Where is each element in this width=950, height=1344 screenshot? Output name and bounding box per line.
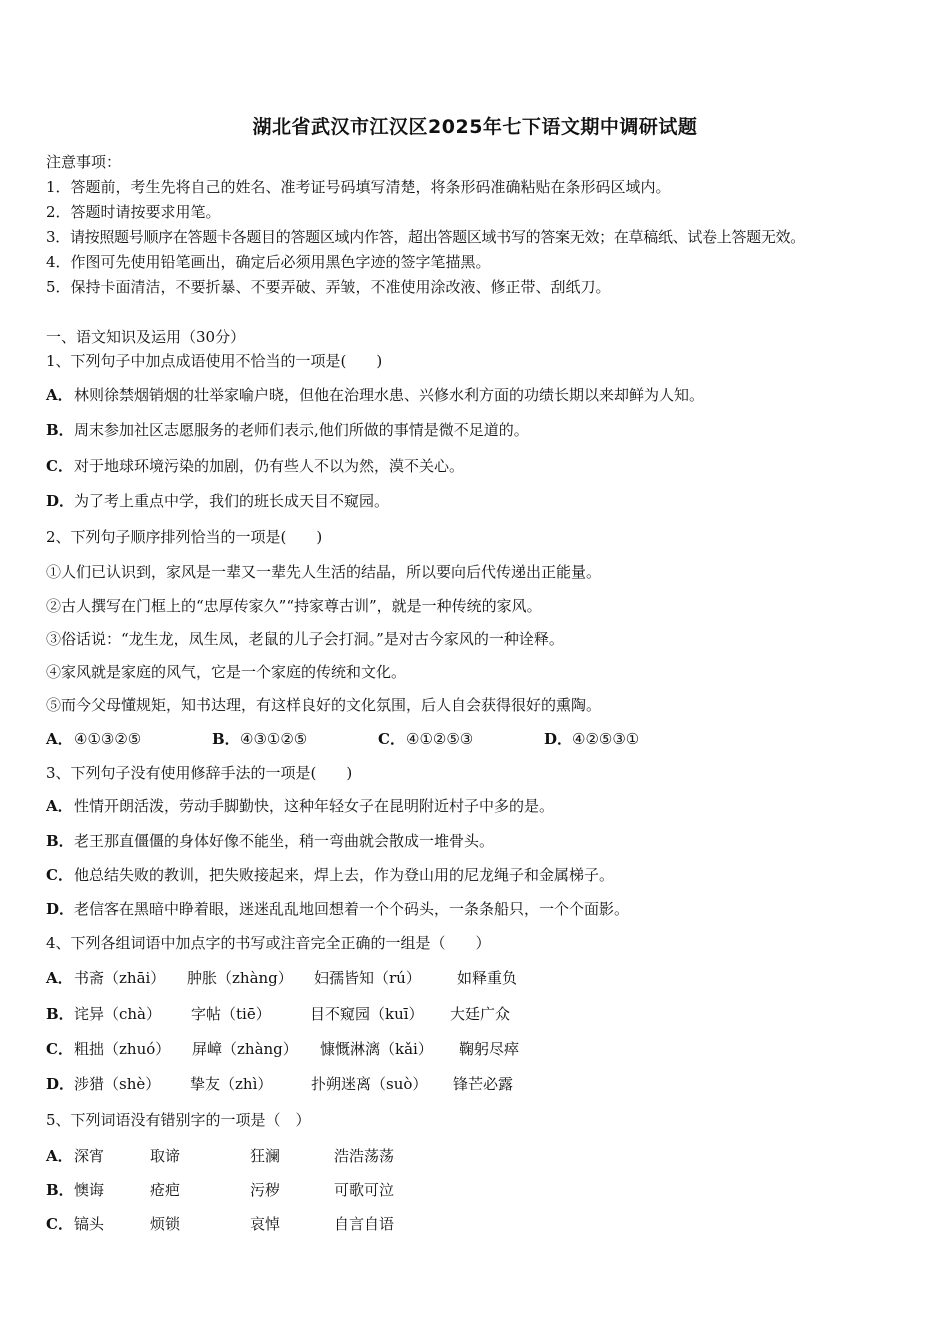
word: 哀悼 xyxy=(250,1215,281,1233)
option-label: B． xyxy=(46,1005,74,1023)
option xyxy=(46,796,554,816)
option-text: ④①②⑤③ xyxy=(406,730,474,748)
option-text: 林则徐禁烟销烟的壮举家喻户晓，但他在治理水患、兴修水利方面的功绩长期以来却鲜为人知。 xyxy=(74,386,705,404)
word: 深宵 xyxy=(74,1147,105,1165)
question-stem: 2、下列句子顺序排列恰当的一项是( ) xyxy=(46,528,323,546)
word: 大廷广众 xyxy=(450,1005,511,1023)
word: 取谛 xyxy=(150,1147,181,1165)
option-label: A． xyxy=(46,969,73,987)
word: 狂澜 xyxy=(250,1147,281,1165)
section-heading: 一、语文知识及运用（30分） xyxy=(46,328,246,346)
option xyxy=(212,729,378,749)
word: 扑朔迷离（suò） xyxy=(311,1075,428,1093)
option-label: B． xyxy=(46,832,74,850)
option-row xyxy=(46,1214,394,1234)
option-row xyxy=(46,1146,394,1166)
option-label: A． xyxy=(46,1147,73,1165)
option-text: ④①③②⑤ xyxy=(74,730,142,748)
option-text: 老信客在黑暗中睁着眼，迷迷乱乱地回想着一个个码头，一条条船只，一个个面影。 xyxy=(74,900,630,918)
question-stem: 4、下列各组词语中加点字的书写或注音完全正确的一组是（ ） xyxy=(46,934,491,952)
option-label: A． xyxy=(46,386,73,404)
word: 烦锁 xyxy=(150,1215,181,1233)
word: 浩浩荡荡 xyxy=(334,1147,395,1165)
word: 可歌可泣 xyxy=(334,1181,395,1199)
option-label: D． xyxy=(46,1075,75,1093)
notice-item: 3．请按照题号顺序在答题卡各题目的答题区域内作答，超出答题区域书写的答案无效；在草稿纸、试卷上答题无效。 xyxy=(46,228,805,246)
notice-item: 5．保持卡面清洁，不要折暴、不要弄破、弄皱，不准使用涂改液、修正带、刮纸刀。 xyxy=(46,278,611,296)
option-label: A． xyxy=(46,730,73,748)
notice-item: 1．答题前，考生先将自己的姓名、准考证号码填写清楚，将条形码准确粘贴在条形码区域内。 xyxy=(46,178,671,196)
page-title: 湖北省武汉市江汉区2025年七下语文期中调研试题 xyxy=(252,116,698,138)
option-label: D． xyxy=(46,900,75,918)
option xyxy=(46,385,704,405)
word: 镐头 xyxy=(74,1215,105,1233)
option-row xyxy=(46,1180,394,1200)
option-label: B． xyxy=(212,730,240,748)
question-stem: 5、下列词语没有错别字的一项是（ ） xyxy=(46,1111,311,1129)
sentence: ②古人撰写在门框上的“忠厚传家久”“持家尊古训”，就是一种传统的家风。 xyxy=(46,597,542,615)
word: 自言自语 xyxy=(334,1215,395,1233)
word: 挚友（zhì） xyxy=(190,1075,273,1093)
option-row xyxy=(46,1074,513,1094)
option-row xyxy=(46,1004,510,1024)
option-label: C． xyxy=(378,730,405,748)
word: 肿胀（zhàng） xyxy=(187,969,293,987)
word: 妇孺皆知（rú） xyxy=(314,969,421,987)
option-row xyxy=(46,968,517,988)
option xyxy=(46,420,529,440)
option-label: A． xyxy=(46,797,73,815)
notice-heading: 注意事项： xyxy=(46,153,122,171)
option xyxy=(46,865,614,885)
sentence: ③俗话说：“龙生龙，凤生凤，老鼠的儿子会打洞。”是对古今家风的一种诠释。 xyxy=(46,630,564,648)
sentence: ④家风就是家庭的风气，它是一个家庭的传统和文化。 xyxy=(46,663,407,681)
option xyxy=(46,491,389,511)
question-stem: 1、下列句子中加点成语使用不恰当的一项是( ) xyxy=(46,352,383,370)
word: 涉猎（shè） xyxy=(74,1075,161,1093)
option-label: C． xyxy=(46,866,73,884)
word: 锋芒必露 xyxy=(453,1075,514,1093)
word: 慷慨淋漓（kǎi） xyxy=(320,1040,433,1058)
option-text: 他总结失败的教训，把失败接起来，焊上去，作为登山用的尼龙绳子和金属梯子。 xyxy=(74,866,615,884)
word: 目不窥园（kuī） xyxy=(310,1005,424,1023)
sentence: ①人们已认识到，家风是一辈又一辈先人生活的结晶，所以要向后代传递出正能量。 xyxy=(46,563,602,581)
option-label: B． xyxy=(46,421,74,439)
options-row xyxy=(46,729,639,749)
option-text: ④②⑤③① xyxy=(572,730,640,748)
option xyxy=(46,831,494,851)
option-label: B． xyxy=(46,1181,74,1199)
option-text: 性情开朗活泼，劳动手脚勤快，这种年轻女子在昆明附近村子中多的是。 xyxy=(74,797,555,815)
word: 屏嶂（zhàng） xyxy=(192,1040,298,1058)
word: 如释重负 xyxy=(457,969,518,987)
word: 污秽 xyxy=(250,1181,281,1199)
option-text: 为了考上重点中学，我们的班长成天目不窥园。 xyxy=(74,492,390,510)
notice-item: 2．答题时请按要求用笔。 xyxy=(46,203,221,221)
word: 疮疤 xyxy=(150,1181,181,1199)
option xyxy=(378,729,544,749)
option-label: C． xyxy=(46,457,73,475)
word: 字帖（tiē） xyxy=(191,1005,271,1023)
word: 诧异（chà） xyxy=(74,1005,162,1023)
word: 鞠躬尽瘁 xyxy=(459,1040,520,1058)
word: 书斋（zhāi） xyxy=(74,969,166,987)
option-label: C． xyxy=(46,1215,73,1233)
question-stem: 3、下列句子没有使用修辞手法的一项是( ) xyxy=(46,764,353,782)
notice-item: 4．作图可先使用铅笔画出，确定后必须用黑色字迹的签字笔描黑。 xyxy=(46,253,491,271)
option xyxy=(46,456,464,476)
word: 懊诲 xyxy=(74,1181,105,1199)
option xyxy=(46,899,629,919)
option-text: 对于地球环境污染的加剧，仍有些人不以为然，漠不关心。 xyxy=(74,457,465,475)
option xyxy=(46,729,212,749)
option-text: 老王那直僵僵的身体好像不能坐，稍一弯曲就会散成一堆骨头。 xyxy=(74,832,495,850)
option-text: ④③①②⑤ xyxy=(240,730,308,748)
option xyxy=(544,729,639,749)
sentence: ⑤而今父母懂规矩，知书达理，有这样良好的文化氛围，后人自会获得很好的熏陶。 xyxy=(46,696,602,714)
option-label: D． xyxy=(46,492,75,510)
option-label: C． xyxy=(46,1040,73,1058)
option-label: D． xyxy=(544,730,573,748)
option-row xyxy=(46,1039,519,1059)
option-text: 周末参加社区志愿服务的老师们表示,他们所做的事情是微不足道的。 xyxy=(74,421,529,439)
word: 粗拙（zhuó） xyxy=(74,1040,171,1058)
